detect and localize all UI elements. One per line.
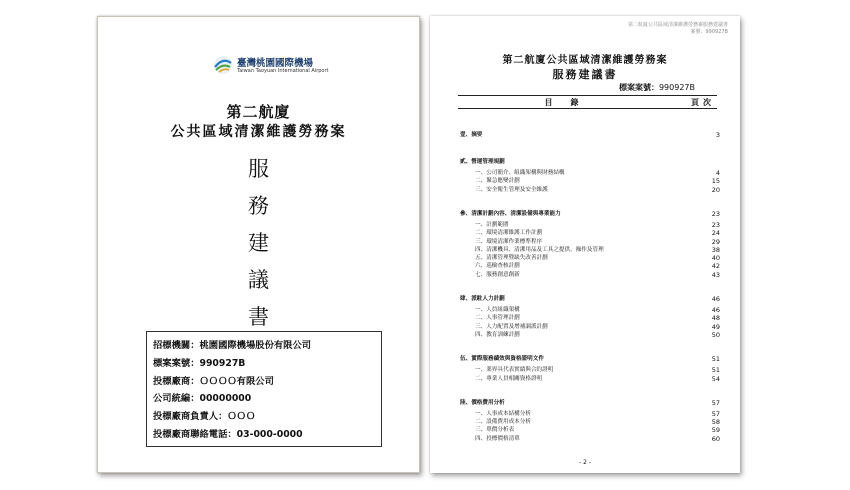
toc-entry-page: 46 [711,306,720,314]
toc-entry-label: 一、公司簡介、組織架構與財務結構 [475,170,565,176]
toc-entry-page: 29 [711,237,720,246]
toc-entry-label: 二、環境清潔維護工作計劃 [475,230,543,237]
case-label: 標案案號： [618,83,659,92]
toc-entry-label: 四、投標價格清單 [475,435,520,442]
toc-header-row [458,95,717,109]
toc-entry-label: 一、人員組織架構 [475,307,520,313]
toc-entry-label: 三、單價分析表 [475,427,515,434]
toc-entry-page: 49 [711,322,720,331]
airport-logo [213,51,343,81]
toc-section-row [430,398,740,408]
toc-title-line1: 第二航廈公共區域清潔維護勞務案 [502,55,668,66]
col-contents: 目錄 [544,97,597,107]
vertical-title-char: 服 [248,157,269,181]
vertical-title-char: 建 [248,231,269,255]
toc-entry-page: 15 [711,177,720,186]
info-representative: 投標廠商負責人：ＯＯＯ [153,411,256,423]
toc-entry-page: 40 [711,254,720,263]
toc-entry-page: 20 [711,185,720,194]
toc-entry-page: 51 [711,366,720,375]
toc-entry-label: 伍、實際服務績效與資格證明文件 [460,356,544,363]
toc-entry-label: 二、專業人員相關資格證明 [475,375,543,382]
toc-entry-page: 54 [711,374,720,383]
toc-entry-label: 壹、摘要 [460,132,483,138]
toc-entry-label: 二、緊急應變計劃 [475,178,520,185]
info-phone: 投標廠商聯絡電話：03-000-0000 [153,428,303,440]
running-header [628,22,728,36]
toc-entry-label: 四、教育訓練計劃 [475,331,520,338]
toc-case-number [619,82,695,93]
toc-entry-label: 陸、價格費用分析 [460,399,505,406]
vertical-title-char: 議 [248,268,269,292]
running-header-title: 第二航廈公共區域清潔維護勞務案服務建議書 [627,22,728,28]
toc-title-line2: 服務建議書 [552,68,618,81]
cover-vertical-title [98,151,419,336]
toc-section-row [430,294,740,304]
toc-entry-label: 四、清潔機具、清潔用品及工具之提供、操作及管理 [475,246,604,253]
toc-entry-label: 貳、營運管理規劃 [460,159,505,165]
cover-page [97,16,420,473]
page-number: - 2 - [579,459,591,466]
info-case-number: 標案案號：990927B [153,357,246,369]
col-page: 頁次 [691,97,715,107]
running-header-case: 案號：990927B [690,29,728,35]
toc-entry-page: 58 [711,418,720,427]
toc-entry-label: 五、清潔管理暨缺失改善計劃 [475,255,548,262]
toc-entry-page: 3 [715,131,720,139]
toc-entry-label: 七、服務創意創新 [475,271,520,278]
toc-section-row [430,354,740,364]
toc-subsection-row [430,270,740,280]
toc-entry-page: 50 [711,330,720,339]
toc-entry-page: 24 [711,229,720,238]
case-value: 990927B [658,83,695,92]
toc-section-row [430,209,740,219]
toc-entry-label: 三、安全衛生管理及安全維護 [475,186,548,193]
toc-entry-page: 51 [711,355,720,364]
toc-entry-page: 4 [715,169,720,177]
toc-entry-label: 一、人事成本結構分析 [475,410,531,417]
toc-section-row [430,130,740,140]
toc-subsection-row [430,434,740,444]
logo-english-name: Taiwan Taoyuan International Airport [237,68,329,74]
toc-section-row [430,157,740,167]
info-tax-id: 公司統編：00000000 [153,393,252,405]
toc-entry-page: 59 [711,426,720,435]
cover-title-line1: 第二航廈 [226,103,291,121]
toc-entry-page: 38 [711,245,720,254]
toc-entry-page: 23 [711,209,720,218]
toc-entry-page: 43 [711,270,720,279]
toc-entry-page: 60 [711,434,720,443]
toc-entry-label: 肆、派駐人力計劃 [460,296,505,302]
toc-subsection-row [430,330,740,340]
logo-chinese-name: 臺灣桃園國際機場 [237,58,314,69]
cover-title-line2: 公共區域清潔維護勞務案 [170,124,347,140]
airport-logo-icon [213,55,233,75]
toc-entry-label: 一、計劃範圍 [475,221,509,228]
vertical-title-char: 書 [248,305,269,329]
toc-entry-page: 46 [711,295,720,303]
vertical-title-char: 務 [248,194,269,218]
toc-entry-page: 57 [711,398,720,407]
toc-entry-label: 六、巡檢查核計劃 [475,263,520,270]
info-tendering-agency: 招標機關：桃園國際機場股份有限公司 [153,340,312,351]
toc-entry-label: 二、人事管理計劃 [475,315,520,322]
bid-info-box [146,331,382,447]
toc-subsection-row [430,374,740,384]
toc-entry-page: 57 [711,409,720,418]
toc-entry-page: 42 [711,262,720,271]
info-bidder: 投標廠商：ＯＯＯＯ有限公司 [153,375,274,387]
toc-entry-page: 23 [711,220,720,229]
toc-page [430,16,740,473]
toc-entry-label: 一、業界具代表實績與合約證明 [475,367,554,374]
toc-entry-label: 參、清潔計劃內容、清潔設備與專業能力 [460,210,561,217]
toc-entry-label: 三、人力配置及增補調派計劃 [475,323,548,330]
toc-entry-label: 三、環境清潔作業標準程序 [475,238,543,245]
toc-entry-page: 48 [711,314,720,323]
toc-entry-label: 二、設備費用成本分析 [475,419,531,426]
toc-subsection-row [430,185,740,195]
